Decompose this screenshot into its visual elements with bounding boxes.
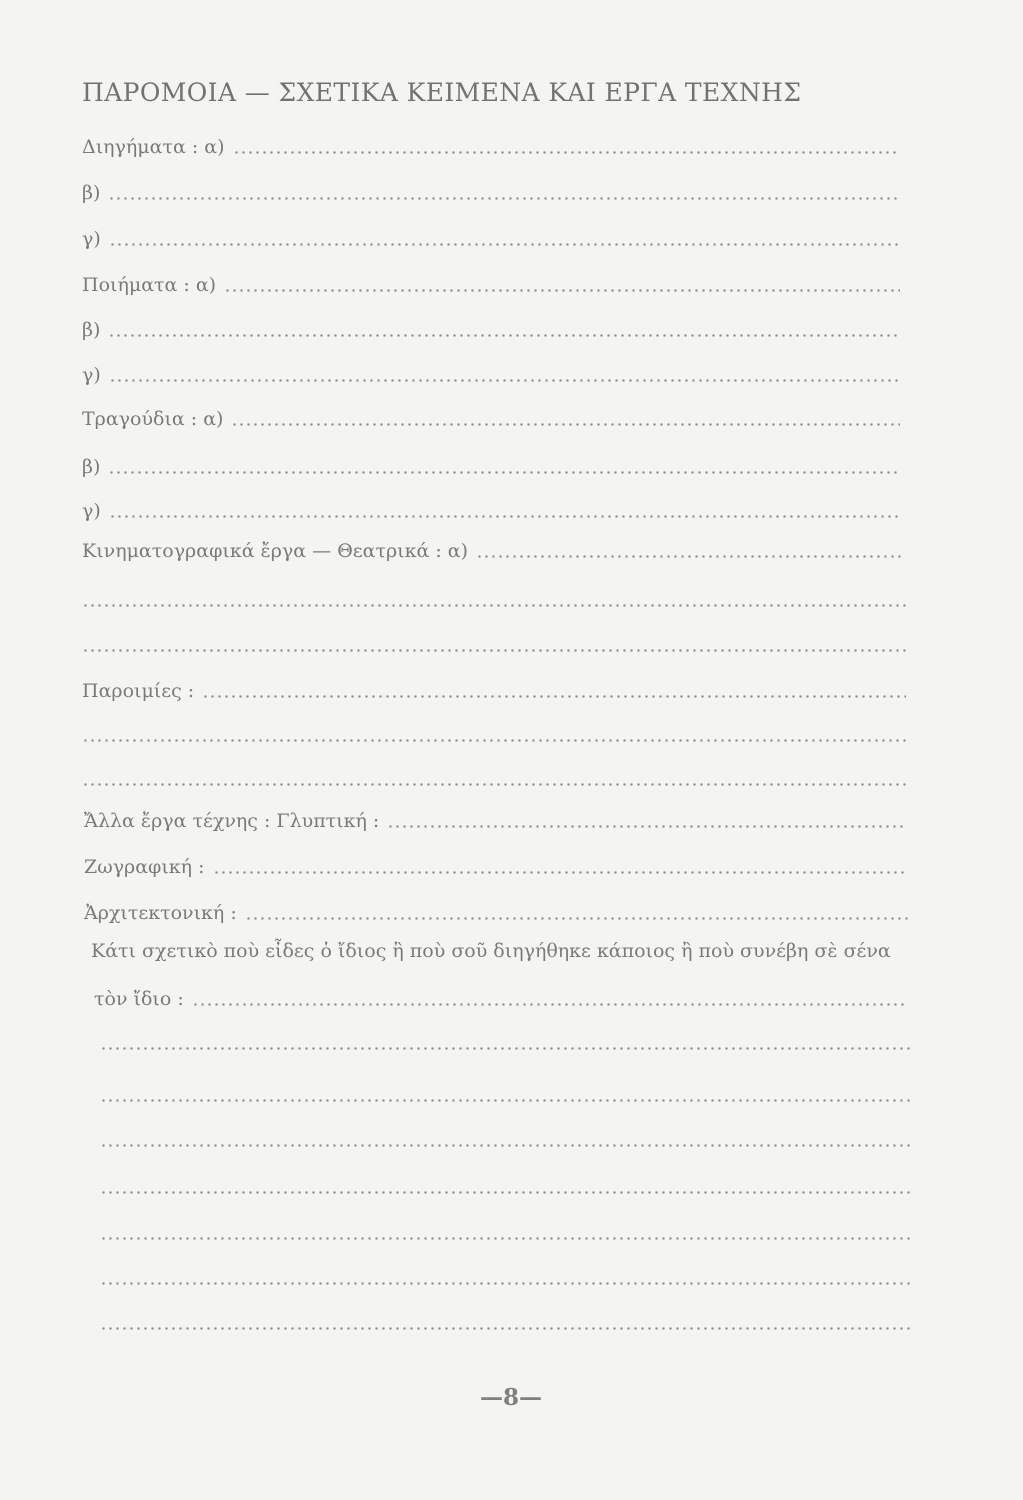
proverbs-blank-line[interactable] xyxy=(82,728,906,752)
dotted-fill-line xyxy=(109,243,900,246)
related-blank-line[interactable] xyxy=(100,1088,912,1112)
poems-item-label: β) xyxy=(82,319,101,341)
dotted-fill-line xyxy=(100,1099,912,1102)
dotted-fill-line xyxy=(108,334,900,337)
stories-label: Διηγήματα : α) xyxy=(82,136,225,158)
stories-line-b[interactable] xyxy=(82,181,900,205)
dotted-fill-line xyxy=(100,1144,912,1147)
films-theatre-label: Κινηματογραφικά ἔργα — Θεατρικά : α) xyxy=(82,540,469,562)
films-theatre-line-a[interactable] xyxy=(82,539,904,563)
dotted-fill-line xyxy=(109,379,900,382)
sculpture-line[interactable] xyxy=(84,809,906,833)
songs-line-b[interactable] xyxy=(82,455,900,479)
related-prompt: Κάτι σχετικὸ ποὺ εἶδες ὁ ἴδιος ἢ ποὺ σοῦ διηγήθηκε κάποιος ἢ ποὺ συνέβη σὲ σένα xyxy=(91,940,891,962)
films-theatre-blank-line[interactable] xyxy=(82,593,906,617)
poems-item-label: γ) xyxy=(82,364,101,386)
related-blank-line[interactable] xyxy=(100,1271,912,1295)
dotted-fill-line xyxy=(108,471,900,474)
dotted-fill-line xyxy=(224,289,900,292)
stories-line-a[interactable] xyxy=(82,135,900,159)
dotted-fill-line xyxy=(108,197,900,200)
related-blank-line[interactable] xyxy=(100,1180,912,1204)
architecture-label: Ἀρχιτεκτονική : xyxy=(84,902,237,924)
dotted-fill-line xyxy=(82,783,906,786)
dotted-fill-line xyxy=(192,1003,908,1006)
songs-line-c[interactable] xyxy=(82,499,900,523)
poems-line-a[interactable] xyxy=(82,273,900,297)
songs-line-a[interactable] xyxy=(82,407,900,431)
related-blank-line[interactable] xyxy=(100,1036,912,1060)
dotted-fill-line xyxy=(231,423,900,426)
songs-label: Τραγούδια : α) xyxy=(82,408,224,430)
dotted-fill-line xyxy=(245,917,908,920)
related-self-line[interactable] xyxy=(94,987,908,1011)
songs-item-label: γ) xyxy=(82,500,101,522)
songs-item-label: β) xyxy=(82,456,101,478)
dotted-fill-line xyxy=(82,604,906,607)
architecture-line[interactable] xyxy=(84,901,908,925)
dotted-fill-line xyxy=(100,1191,912,1194)
dotted-fill-line xyxy=(82,649,906,652)
dotted-fill-line xyxy=(82,739,906,742)
related-blank-line[interactable] xyxy=(100,1133,912,1157)
related-blank-line[interactable] xyxy=(100,1226,912,1250)
page-number: —8— xyxy=(479,1384,542,1411)
stories-item-label: β) xyxy=(82,182,101,204)
dotted-fill-line xyxy=(202,695,906,698)
poems-line-b[interactable] xyxy=(82,318,900,342)
other-art-label: Ἄλλα ἔργα τέχνης : Γλυπτική : xyxy=(84,810,380,832)
dotted-fill-line xyxy=(476,555,904,558)
related-self-label: τὸν ἴδιο : xyxy=(94,988,184,1010)
dotted-fill-line xyxy=(100,1327,912,1330)
painting-line[interactable] xyxy=(84,855,908,879)
films-theatre-blank-line[interactable] xyxy=(82,638,906,662)
related-blank-line[interactable] xyxy=(100,1316,912,1340)
dotted-fill-line xyxy=(100,1237,912,1240)
poems-label: Ποιήματα : α) xyxy=(82,274,217,296)
poems-line-c[interactable] xyxy=(82,363,900,387)
dotted-fill-line xyxy=(213,871,908,874)
dotted-fill-line xyxy=(387,825,906,828)
stories-item-label: γ) xyxy=(82,228,101,250)
proverbs-line[interactable] xyxy=(82,679,906,703)
proverbs-label: Παροιμίες : xyxy=(82,680,195,702)
proverbs-blank-line[interactable] xyxy=(82,772,906,796)
dotted-fill-line xyxy=(100,1047,912,1050)
stories-line-c[interactable] xyxy=(82,227,900,251)
painting-label: Ζωγραφική : xyxy=(84,856,205,878)
dotted-fill-line xyxy=(100,1282,912,1285)
dotted-fill-line xyxy=(109,515,900,518)
dotted-fill-line xyxy=(233,151,900,154)
page-title: ΠΑΡΟΜΟΙΑ — ΣΧΕΤΙΚΑ ΚΕΙΜΕΝΑ ΚΑΙ ΕΡΓΑ ΤΕΧΝΗΣ xyxy=(82,78,802,107)
